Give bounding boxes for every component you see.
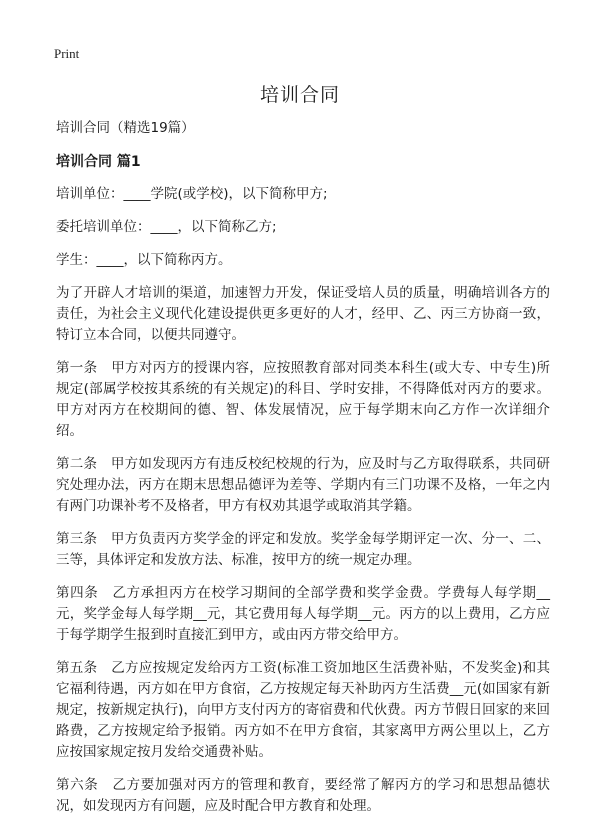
section-heading: 培训合同 篇1 [56,154,141,170]
print-link[interactable]: Print [54,46,80,61]
article-2: 第二条 甲方如发现丙方有违反校纪校规的行为，应及时与乙方取得联系，共同研究处理办法，丙方在期末思想品德评为差等、学期内有三门功课不及格，一年之内有两门功课补考不及格者，甲方有权劝其退学或取消其学籍。 [56,456,550,514]
page-title: 培训合同 [259,84,340,106]
party-c-line: 学生：____，以下简称丙方。 [56,252,232,268]
party-b-line: 委托培训单位：____，以下简称乙方; [56,219,277,235]
document-subtitle: 培训合同（精选19篇） [56,120,195,136]
article-3: 第三条 甲方负责丙方奖学金的评定和发放。奖学金每学期评定一次、分一、二、三等，具体评定和发放方法、标准，按甲方的统一规定办理。 [56,531,550,568]
article-6: 第六条 乙方要加强对丙方的管理和教育，要经常了解丙方的学习和思想品德状况，如发现丙方有问题，应及时配合甲方教育和处理。 [56,777,550,814]
party-a-line: 培训单位：____学院(或学校)，以下简称甲方; [56,186,328,202]
article-5: 第五条 乙方应按规定发给丙方工资(标准工资加地区生活费补贴，不发奖金)和其它福利待遇，丙方如在甲方食宿，乙方按规定每天补助丙方生活费__元(如国家有新规定，按新规定执行)，向甲方支付丙方的寄宿费和代伙费。丙方节假日回家的来回路费，乙方按规定给予报销。丙方如不在甲方食宿，其家离甲方两公里以上，乙方应按国家规定按月发给交通费补贴。 [56,660,550,760]
article-1: 第一条 甲方对丙方的授课内容，应按照教育部对同类本科生(或大专、中专生)所规定(部属学校按其系统的有关规定)的科目、学时安排，不得降低对丙方的要求。甲方对丙方在校期间的德、智、体发展情况，应于每学期末向乙方作一次详细介绍。 [56,360,550,439]
document-body [56,118,550,829]
article-4: 第四条 乙方承担丙方在校学习期间的全部学费和奖学金费。学费每人每学期__元，奖学金每人每学期__元，其它费用每人每学期__元。丙方的以上费用，乙方应于每学期学生报到时直接汇到甲方，或由丙方带交给甲方。 [56,585,550,643]
preamble-paragraph: 为了开辟人才培训的渠道，加速智力开发，保证受培人员的质量，明确培训各方的责任，为社会主义现代化建设提供更多更好的人才，经甲、乙、丙三方协商一致，特订立本合同，以便共同遵守。 [56,285,550,343]
